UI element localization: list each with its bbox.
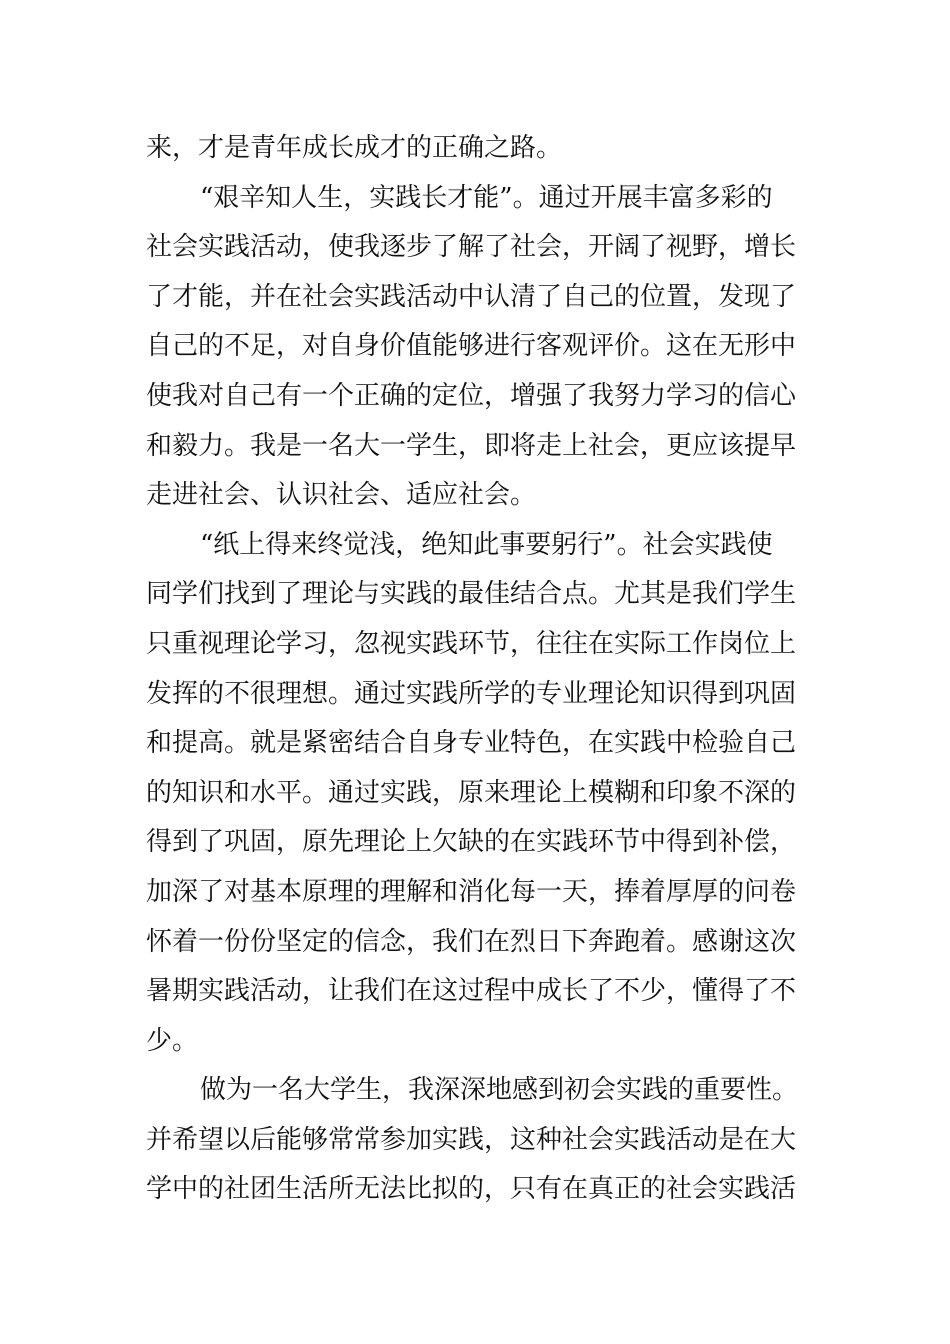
- text-line: 加深了对基本原理的理解和消化每一天，捧着厚厚的问卷: [146, 876, 797, 907]
- paragraph: [146, 174, 810, 521]
- text-line: 并希望以后能够常常参加实践，这种社会实践活动是在大: [146, 1124, 797, 1155]
- text-line: 自己的不足，对自身价值能够进行客观评价。这在无形中: [146, 331, 797, 362]
- text-line: 发挥的不很理想。通过实践所学的专业理论知识得到巩固: [146, 678, 797, 709]
- text-line: 和毅力。我是一名大一学生，即将走上社会，更应该提早: [146, 430, 797, 461]
- text-line: “艰辛知人生，实践长才能”。通过开展丰富多彩的: [200, 182, 773, 213]
- paragraph: [146, 521, 810, 1067]
- text-line: 来，才是青年成长成才的正确之路。: [146, 133, 563, 163]
- text-line: 少。: [146, 1025, 199, 1056]
- text-line: 和提高。就是紧密结合自身专业特色，在实践中检验自己: [146, 728, 797, 759]
- text-line: 得到了巩固，原先理论上欠缺的在实践环节中得到补偿，: [146, 827, 797, 858]
- body-text: [146, 124, 810, 1215]
- text-line: 了才能，并在社会实践活动中认清了自己的位置，发现了: [146, 281, 797, 312]
- text-line: 走进社会、认识社会、适应社会。: [146, 480, 537, 511]
- text-line: 社会实践活动，使我逐步了解了社会，开阔了视野，增长: [146, 232, 797, 263]
- text-line: 做为一名大学生，我深深地感到初会实践的重要性。: [200, 1075, 799, 1106]
- text-line: 的知识和水平。通过实践，原来理论上模糊和印象不深的: [146, 777, 797, 808]
- text-line: “纸上得来终觉浅，绝知此事要躬行”。社会实践使: [200, 529, 773, 560]
- paragraph: [146, 1066, 810, 1215]
- text-line: 学中的社团生活所无法比拟的，只有在真正的社会实践活: [146, 1174, 797, 1205]
- paragraph: [146, 124, 810, 174]
- text-line: 使我对自己有一个正确的定位，增强了我努力学习的信心: [146, 380, 797, 411]
- text-line: 只重视理论学习，忽视实践环节，往往在实际工作岗位上: [146, 628, 797, 659]
- text-line: 暑期实践活动，让我们在这过程中成长了不少，懂得了不: [146, 976, 797, 1007]
- text-line: 同学们找到了理论与实践的最佳结合点。尤其是我们学生: [146, 579, 797, 610]
- text-line: 怀着一份份坚定的信念，我们在烈日下奔跑着。感谢这次: [146, 926, 797, 957]
